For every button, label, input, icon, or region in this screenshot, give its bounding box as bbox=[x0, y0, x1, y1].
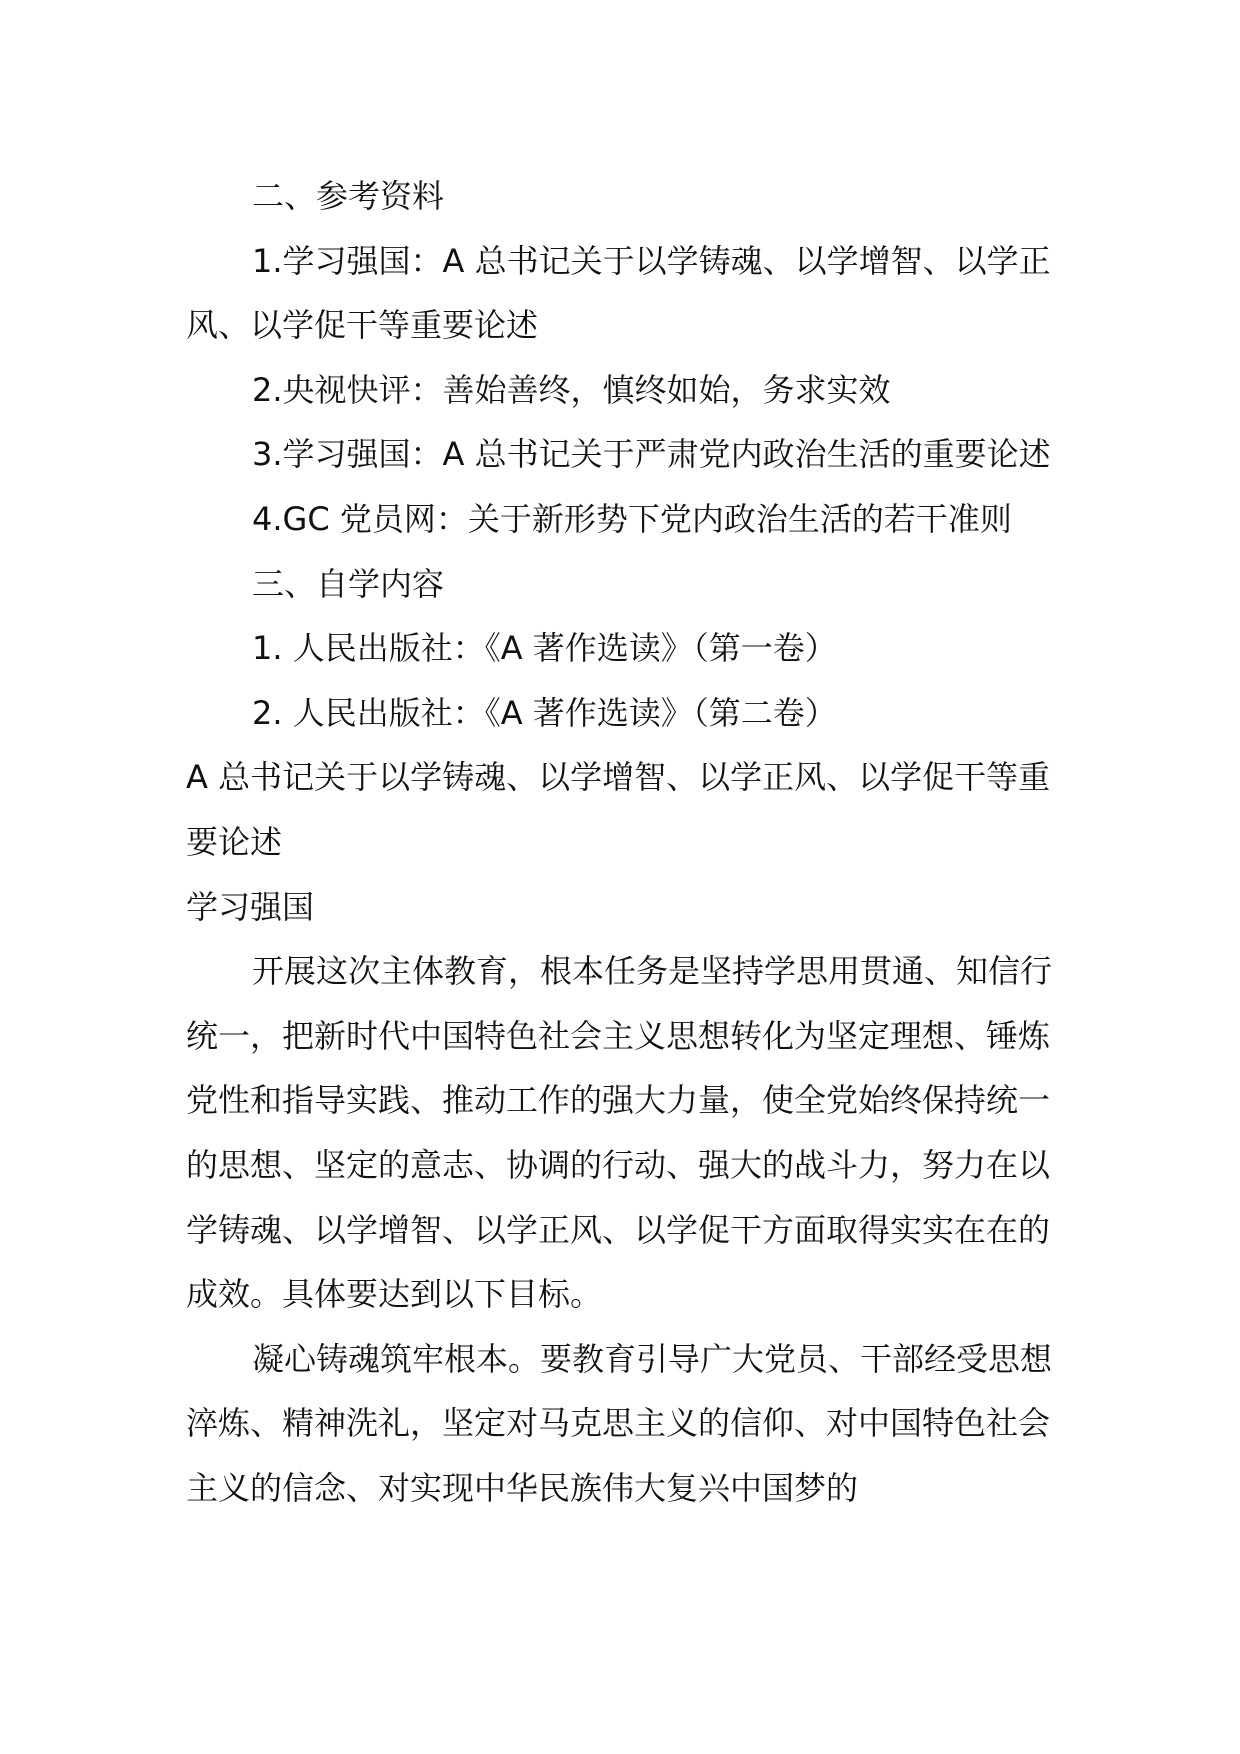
body-paragraph-2: 凝心铸魂筑牢根本。要教育引导广大党员、干部经受思想淬炼、精神洗礼，坚定对马克思主义的信仰、对中国特色社会主义的信念、对实现中华民族伟大复兴中国梦的 bbox=[186, 1339, 1053, 1507]
self-study-item-1: 1. 人民出版社：《A 著作选读》（第一卷） bbox=[252, 629, 837, 668]
reference-item-4: 4.GC 党员网：关于新形势下党内政治生活的若干准则 bbox=[252, 499, 1012, 538]
document-body bbox=[186, 164, 1056, 1520]
body-paragraph-1: 开展这次主体教育，根本任务是坚持学思用贯通、知信行统一，把新时代中国特色社会主义思想转化为坚定理想、锤炼党性和指导实践、推动工作的强大力量，使全党始终保持统一的思想、坚定的意志、协调的行动、强大的战斗力，努力在以学铸魂、以学增智、以学正风、以学促干方面取得实实在在的成效。具体要达到以下目标。 bbox=[186, 952, 1053, 1314]
self-study-item-2: 2. 人民出版社：《A 著作选读》（第二卷） bbox=[252, 693, 837, 732]
reference-item-3: 3.学习强国：A 总书记关于严肃党内政治生活的重要论述 bbox=[252, 435, 1051, 474]
reference-item-1: 1.学习强国：A 总书记关于以学铸魂、以学增智、以学正风、以学促干等重要论述 bbox=[186, 241, 1051, 345]
reference-item-2: 2.央视快评：善始善终，慎终如始，务求实效 bbox=[252, 370, 891, 409]
section-heading-reference-materials: 二、参考资料 bbox=[252, 177, 445, 215]
article-title: A 总书记关于以学铸魂、以学增智、以学正风、以学促干等重要论述 bbox=[186, 758, 1051, 861]
article-source: 学习强国 bbox=[186, 887, 315, 926]
section-heading-self-study: 三、自学内容 bbox=[252, 564, 445, 603]
